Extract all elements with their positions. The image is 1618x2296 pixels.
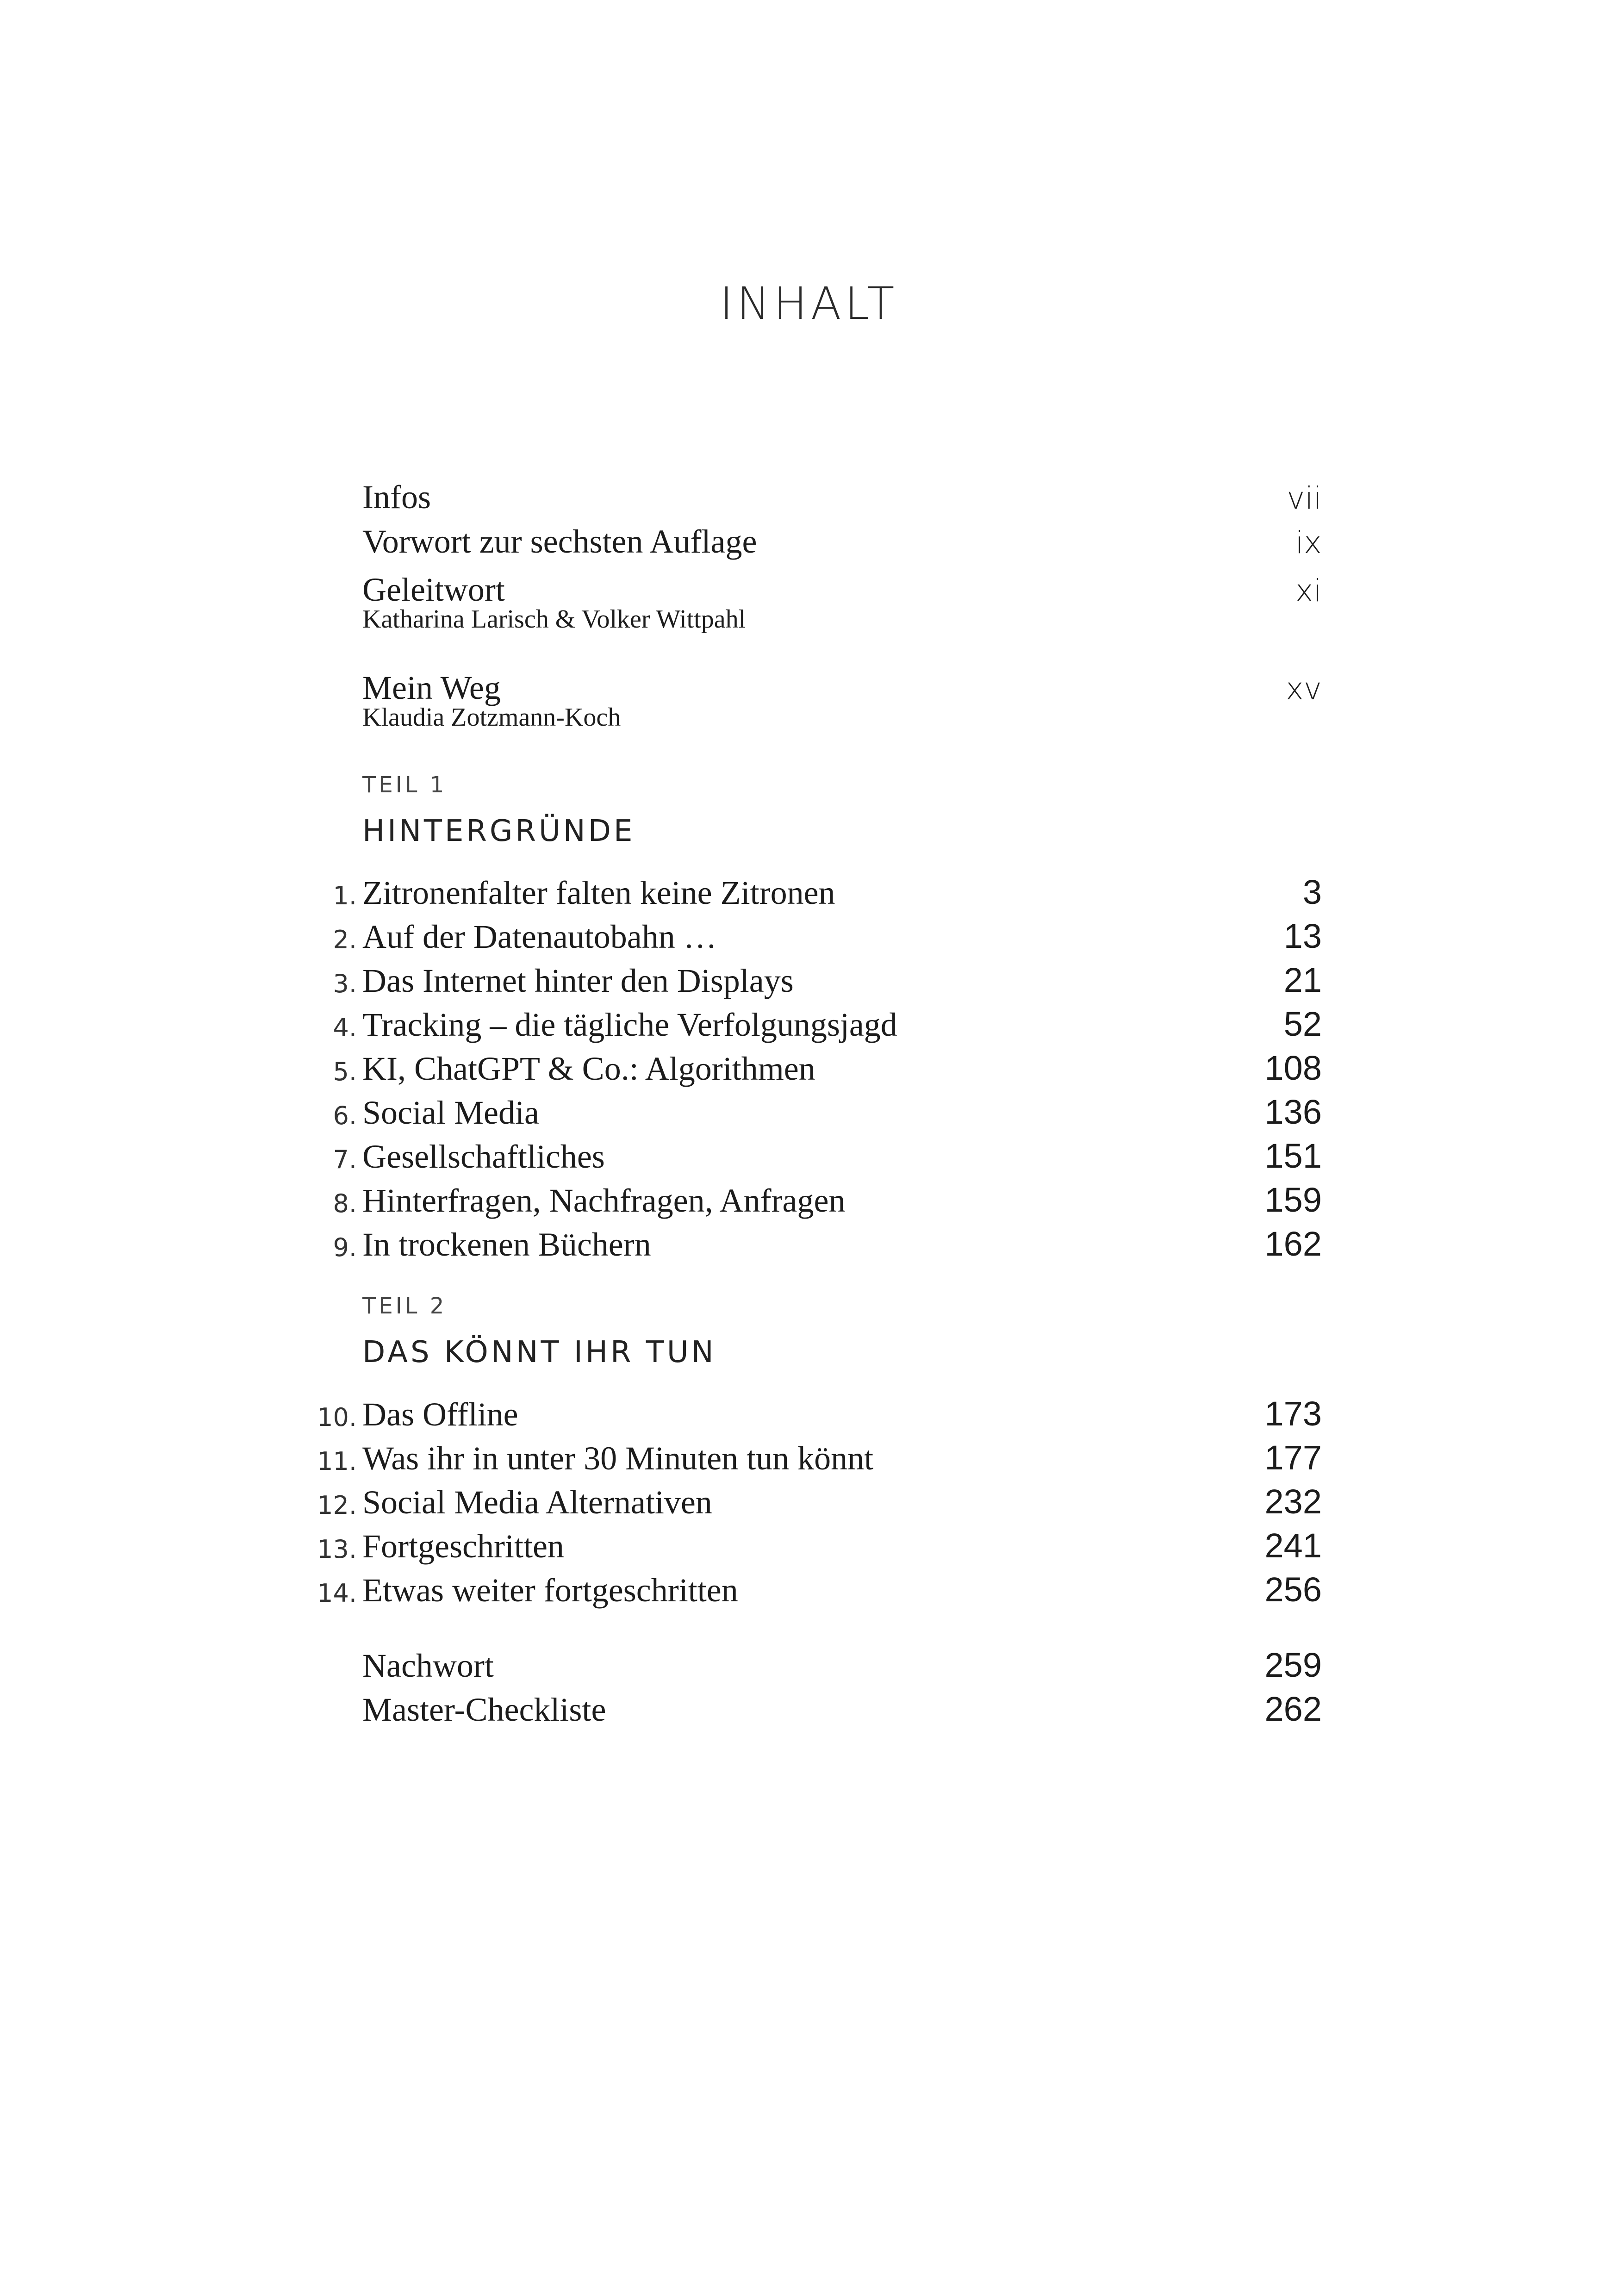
toc-entry-chapter[interactable] (0, 1556, 1618, 1607)
entry-page: xv (1285, 671, 1322, 707)
entry-page: 21 (1283, 961, 1322, 999)
toc-entry-master-checkliste[interactable] (0, 1675, 1618, 1726)
chapter-number: 13. (317, 1535, 357, 1564)
toc-entry-nachwort[interactable] (0, 1631, 1618, 1682)
entry-page: 108 (1264, 1049, 1322, 1087)
toc-entry-chapter[interactable] (0, 1512, 1618, 1563)
entry-page: 136 (1264, 1093, 1322, 1131)
entry-page: 241 (1264, 1526, 1322, 1565)
entry-page: 173 (1264, 1394, 1322, 1433)
entry-title: Gesellschaftliches (362, 1138, 605, 1175)
toc-entry-chapter[interactable] (0, 902, 1618, 953)
toc-entry-chapter[interactable] (0, 1078, 1618, 1129)
part-title: DAS KÖNNT IHR TUN (362, 1335, 716, 1369)
entry-page: 259 (1264, 1646, 1322, 1684)
toc-entry-mein-weg[interactable] (0, 653, 1618, 707)
entry-title: Mein Weg (362, 669, 501, 706)
entry-title: Das Offline (362, 1396, 518, 1433)
chapter-number: 8. (333, 1189, 357, 1218)
entry-page: 52 (1283, 1005, 1322, 1043)
entry-title: Social Media Alternativen (362, 1484, 712, 1521)
toc-entry-chapter[interactable] (0, 990, 1618, 1041)
toc-entry-chapter[interactable] (0, 1380, 1618, 1431)
toc-entry-chapter[interactable] (0, 1034, 1618, 1085)
entry-title: Fortgeschritten (362, 1528, 564, 1565)
entry-page: xi (1295, 573, 1322, 609)
part-label: TEIL 1 (362, 772, 447, 798)
entry-title: Etwas weiter fortgeschritten (362, 1572, 738, 1609)
chapter-number: 4. (333, 1013, 357, 1042)
chapter-number: 6. (333, 1101, 357, 1130)
entry-title: Das Internet hinter den Displays (362, 962, 794, 999)
toc-entry-infos[interactable] (0, 463, 1618, 514)
chapter-number: 12. (317, 1491, 357, 1520)
entry-title: Auf der Datenautobahn … (362, 918, 717, 955)
toc-entry-chapter[interactable] (0, 1424, 1618, 1475)
entry-page: 151 (1264, 1137, 1322, 1175)
chapter-number: 11. (317, 1447, 357, 1476)
toc-entry-chapter[interactable] (0, 1468, 1618, 1519)
toc-entry-chapter[interactable] (0, 1210, 1618, 1261)
entry-author: Katharina Larisch & Volker Wittpahl (362, 605, 746, 634)
entry-page: 162 (1264, 1225, 1322, 1263)
part-label: TEIL 2 (362, 1293, 447, 1319)
chapter-number: 10. (317, 1403, 357, 1432)
entry-title: KI, ChatGPT & Co.: Algorithmen (362, 1050, 815, 1087)
chapter-number: 7. (333, 1145, 357, 1174)
chapter-number: 2. (333, 925, 357, 954)
entry-page: 3 (1302, 873, 1322, 911)
entry-author: Klaudia Zotzmann-Koch (362, 703, 621, 732)
part-title: HINTERGRÜNDE (362, 814, 635, 848)
entry-title: In trockenen Büchern (362, 1226, 651, 1263)
entry-page: 256 (1264, 1570, 1322, 1609)
toc-entry-vorwort[interactable] (0, 507, 1618, 558)
toc-entry-geleitwort[interactable] (0, 555, 1618, 609)
entry-title: Tracking – die tägliche Verfolgungsjagd (362, 1006, 897, 1043)
toc-entry-chapter[interactable] (0, 1166, 1618, 1217)
entry-page: 232 (1264, 1482, 1322, 1521)
entry-title: Master-Checkliste (362, 1691, 606, 1728)
toc-entry-chapter[interactable] (0, 946, 1618, 997)
chapter-number: 5. (333, 1057, 357, 1086)
chapter-number: 14. (317, 1579, 357, 1608)
chapter-number: 1. (333, 881, 357, 910)
entry-page: ix (1295, 525, 1322, 560)
entry-page: 13 (1283, 917, 1322, 955)
toc-entry-chapter[interactable] (0, 859, 1618, 909)
entry-page: vii (1287, 480, 1322, 516)
entry-title: Zitronenfalter falten keine Zitronen (362, 874, 835, 911)
entry-title: Social Media (362, 1094, 539, 1131)
entry-title: Vorwort zur sechsten Auflage (362, 523, 757, 560)
entry-title: Geleitwort (362, 571, 505, 608)
entry-page: 177 (1264, 1438, 1322, 1477)
chapter-number: 9. (333, 1233, 357, 1262)
page-title: INHALT (720, 278, 898, 330)
entry-title: Hinterfragen, Nachfragen, Anfragen (362, 1182, 846, 1219)
entry-title: Was ihr in unter 30 Minuten tun könnt (362, 1440, 874, 1477)
entry-title: Infos (362, 479, 431, 516)
entry-page: 262 (1264, 1690, 1322, 1728)
chapter-number: 3. (333, 969, 357, 998)
toc-entry-chapter[interactable] (0, 1122, 1618, 1173)
entry-title: Nachwort (362, 1647, 494, 1684)
entry-page: 159 (1264, 1181, 1322, 1219)
